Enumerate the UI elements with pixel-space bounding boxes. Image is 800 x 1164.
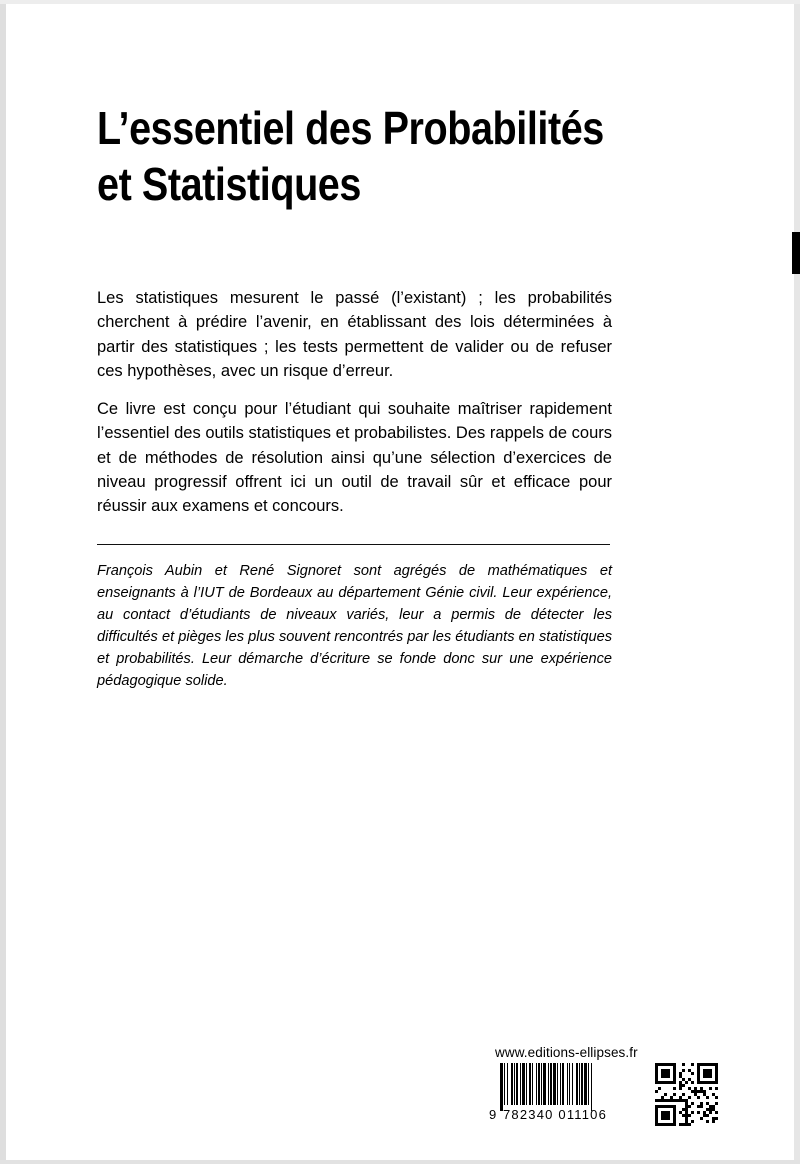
barcode-icon xyxy=(489,1063,644,1126)
barcode-bars xyxy=(500,1063,640,1105)
publisher-url[interactable]: www.editions-ellipses.fr xyxy=(495,1045,638,1060)
page-edge-left xyxy=(0,0,6,1164)
blurb-paragraph-1: Les statistiques mesurent le passé (l’existant) ; les probabilités cherchent à prédire l’avenir, en établissant des lois déterminées à partir des statistiques ; les tests permettent de valider ou de refuser ces hypothèses, avec un risque d’erreur. xyxy=(97,289,612,380)
page-edge-top xyxy=(0,0,800,4)
title-line-1: L’essentiel des Probabilités xyxy=(97,102,604,154)
divider xyxy=(97,544,610,545)
blurb-text xyxy=(97,286,612,518)
page-edge-right xyxy=(794,0,800,1164)
isbn-lead-digit: 9 xyxy=(489,1107,497,1122)
page-edge-bottom xyxy=(0,1160,800,1164)
cover-content xyxy=(97,100,612,693)
blurb-paragraph-2: Ce livre est conçu pour l’étudiant qui souhaite maîtriser rapidement l’essentiel des outils statistiques et probabilistes. Des rappels de cours et de méthodes de résolution ainsi qu’une sélection d’exercices de niveau progressif offrent ici un outil de travail sûr et efficace pour réussir aux examens et concours. xyxy=(97,400,612,516)
authors-bio-text: François Aubin et René Signoret sont agrégés de mathématiques et enseignants à l’IUT de Bordeaux au département Génie civil. Leur expérience, au contact d’étudiants de niveaux variés, leur a permis de détecter les difficultés et pièges les plus souvent rencontrés par les étudiants en statistiques et probabilités. Leur démarche d’écriture se fonde donc sur une expérience pédagogique solide. xyxy=(97,563,612,689)
footer xyxy=(489,1040,739,1126)
qr-code-icon[interactable] xyxy=(655,1063,718,1126)
title-line-2: et Statistiques xyxy=(97,158,361,211)
authors-bio xyxy=(97,561,612,692)
spine-mark xyxy=(792,232,800,274)
isbn-digits: 782340 011106 xyxy=(503,1107,608,1122)
page-title xyxy=(97,100,647,212)
